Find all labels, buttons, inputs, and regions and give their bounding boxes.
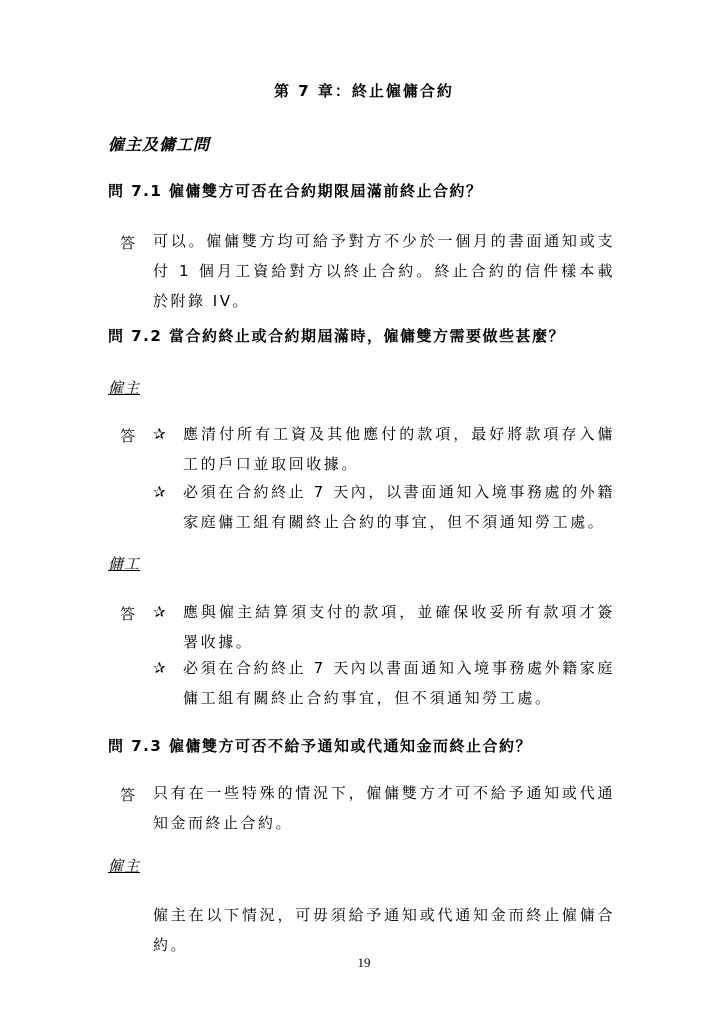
page-number: 19 bbox=[357, 955, 371, 970]
chapter-title: 第 7 章：終止僱傭合約 bbox=[274, 82, 454, 100]
answer-label-7-3: 答 bbox=[120, 786, 136, 804]
section-title: 僱主及傭工問 bbox=[108, 135, 211, 154]
employer-text-7-3: 僱主在以下情況，可毋須給予通知或代通知金而終止僱傭合約。 bbox=[153, 906, 615, 954]
helper-point-1: 應與僱主結算須支付的款項，並確保收妥所有款項才簽署收據。 bbox=[183, 603, 615, 651]
answer-label-7-2-employer: 答 bbox=[120, 427, 136, 445]
helper-point-2: 必須在合約終止 7 天內以書面通知入境事務處外籍家庭傭工組有關終止合約事宜，但不須通知勞工處。 bbox=[183, 659, 615, 707]
answer-label-7-1: 答 bbox=[120, 234, 136, 252]
helper-heading-7-2: 傭工 bbox=[108, 555, 141, 573]
star-icon: ✰ bbox=[153, 659, 166, 677]
question-7-3: 問 7.3 僱傭雙方可否不給予通知或代通知金而終止合約？ bbox=[108, 737, 533, 755]
star-icon: ✰ bbox=[153, 425, 166, 443]
employer-point-1: 應清付所有工資及其他應付的款項，最好將款項存入傭工的戶口並取回收據。 bbox=[183, 425, 615, 473]
employer-point-2: 必須在合約終止 7 天內，以書面通知入境事務處的外籍家庭傭工組有關終止合約的事宜，但不須通知勞工處。 bbox=[183, 483, 615, 531]
star-icon: ✰ bbox=[153, 483, 166, 501]
star-icon: ✰ bbox=[153, 603, 166, 621]
answer-label-7-2-helper: 答 bbox=[120, 605, 136, 623]
employer-heading-7-2: 僱主 bbox=[108, 379, 141, 397]
answer-7-3: 只有在一些特殊的情況下，僱傭雙方才可不給予通知或代通知金而終止合約。 bbox=[153, 784, 615, 832]
question-7-1: 問 7.1 僱傭雙方可否在合約期限屆滿前終止合約？ bbox=[108, 182, 483, 200]
answer-7-1: 可以。僱傭雙方均可給予對方不少於一個月的書面通知或支付 1 個月工資給對方以終止合約。終止合約的信件樣本載於附錄 IV。 bbox=[153, 232, 615, 310]
employer-heading-7-3: 僱主 bbox=[108, 857, 141, 875]
question-7-2: 問 7.2 當合約終止或合約期屆滿時，僱傭雙方需要做些甚麼？ bbox=[108, 327, 566, 345]
